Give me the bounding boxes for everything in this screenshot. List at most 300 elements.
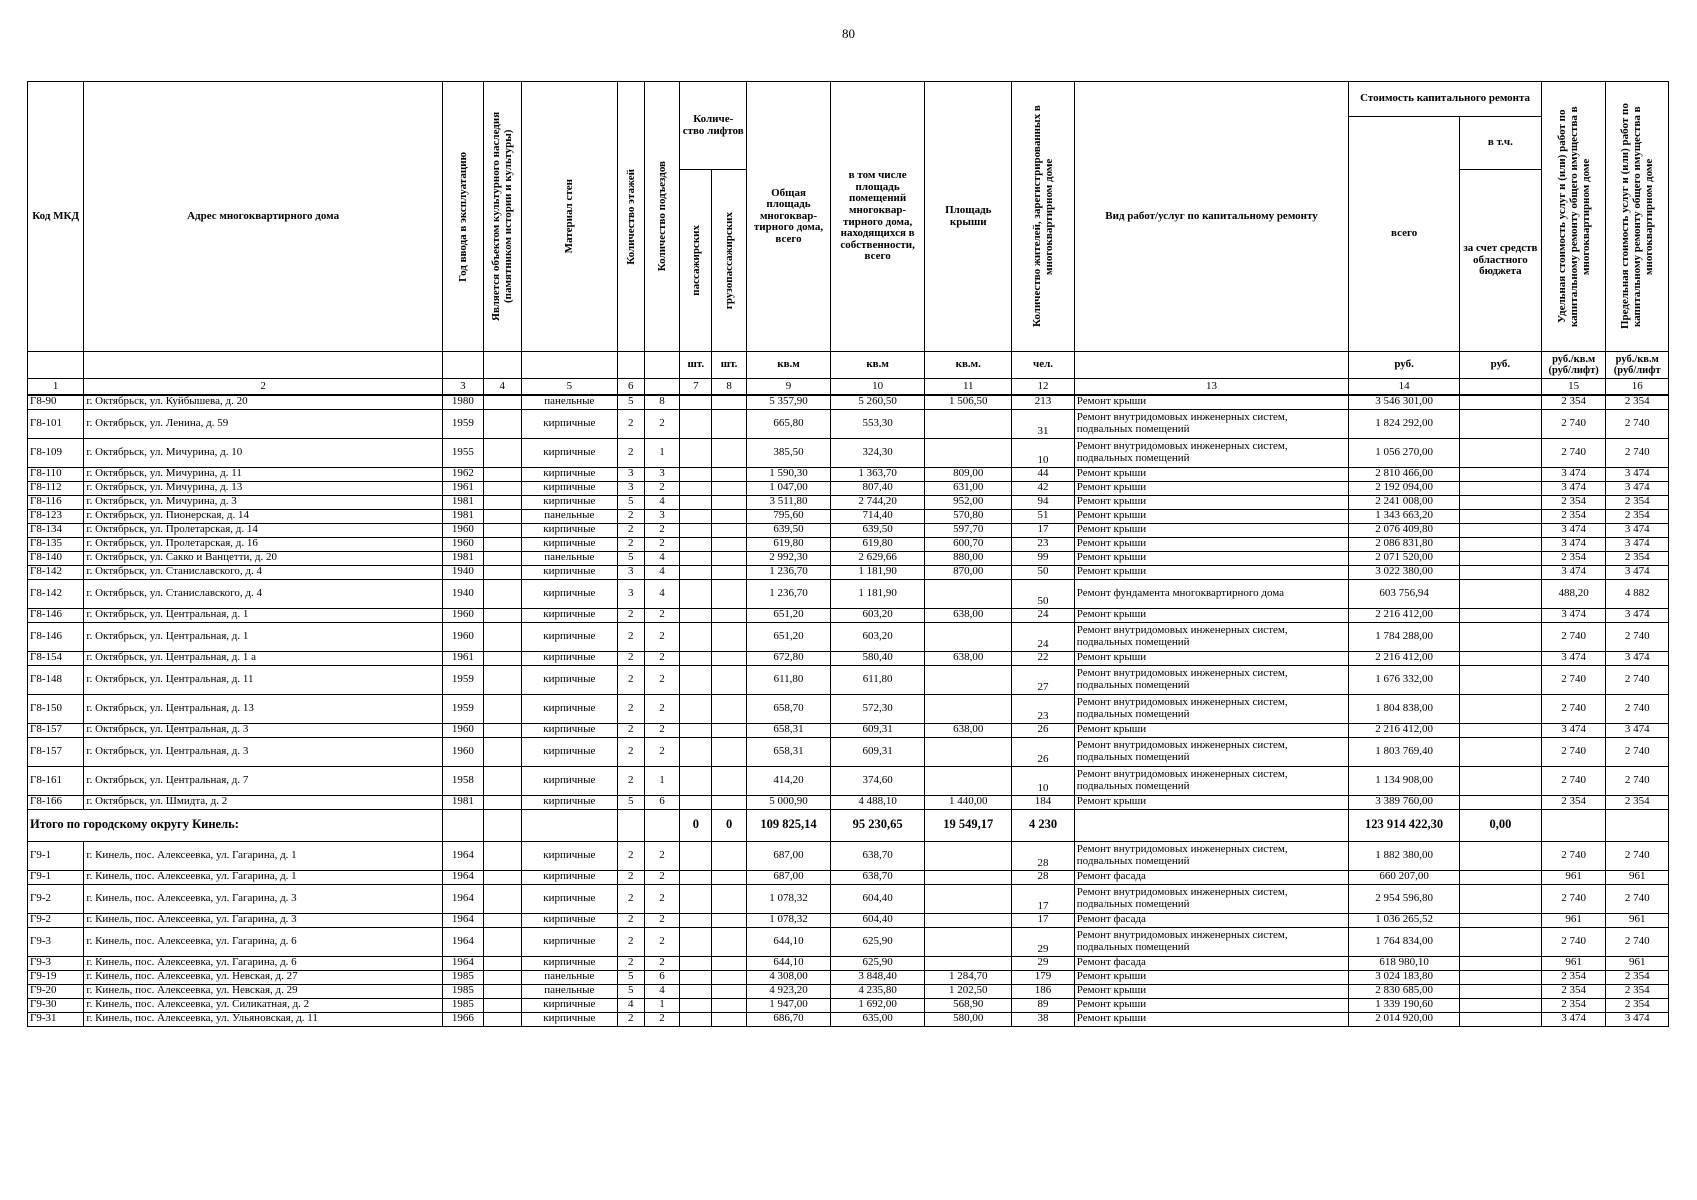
- row-year: 1966: [442, 1012, 483, 1026]
- row-limit-cost: 2 740: [1606, 665, 1669, 694]
- row-code: Г8-148: [28, 665, 84, 694]
- row-lifts-cargo: [712, 579, 747, 608]
- row-owned-area: 572,30: [831, 694, 925, 723]
- page-number: 80: [842, 26, 855, 41]
- row-address: г. Октябрьск, ул. Куйбышева, д. 20: [84, 395, 443, 409]
- row-roof-area: 568,90: [925, 998, 1012, 1012]
- row-work: Ремонт внутридомовых инженерных систем, подвальных помещений: [1074, 737, 1349, 766]
- table-row: [28, 438, 1669, 467]
- row-material: кирпичные: [521, 913, 617, 927]
- row-total-area: 5 000,90: [747, 795, 831, 809]
- table-row: [28, 665, 1669, 694]
- row-unit-cost: 3 474: [1541, 523, 1606, 537]
- row-unit-cost: 2 740: [1541, 409, 1606, 438]
- row-lifts-cargo: [712, 970, 747, 984]
- row-address: г. Октябрьск, ул. Центральная, д. 1 а: [84, 651, 443, 665]
- row-year: 1980: [442, 395, 483, 409]
- row-total-area: 2 992,30: [747, 551, 831, 565]
- row-limit-cost: 2 740: [1606, 409, 1669, 438]
- row-unit-cost: 3 474: [1541, 537, 1606, 551]
- column-number: 3: [442, 379, 483, 396]
- row-work: Ремонт внутридомовых инженерных систем, подвальных помещений: [1074, 622, 1349, 651]
- row-address: г. Кинель, пос. Алексеевка, ул. Силикатная, д. 2: [84, 998, 443, 1012]
- row-material: кирпичные: [521, 766, 617, 795]
- row-work: Ремонт крыши: [1074, 651, 1349, 665]
- row-entrances: 2: [644, 537, 680, 551]
- row-lifts-cargo: [712, 495, 747, 509]
- row-residents: 44: [1012, 467, 1074, 481]
- table-row: [28, 622, 1669, 651]
- row-cost: 618 980,10: [1349, 956, 1460, 970]
- row-owned-area: 609,31: [831, 723, 925, 737]
- row-entrances: 8: [644, 395, 680, 409]
- row-work: Ремонт внутридомовых инженерных систем, подвальных помещений: [1074, 766, 1349, 795]
- row-cost: 2 954 596,80: [1349, 884, 1460, 913]
- row-unit-cost: 2 740: [1541, 622, 1606, 651]
- row-work: Ремонт крыши: [1074, 723, 1349, 737]
- row-roof-area: [925, 579, 1012, 608]
- row-owned-area: 604,40: [831, 913, 925, 927]
- row-lifts-cargo: [712, 622, 747, 651]
- row-floors: 5: [617, 551, 644, 565]
- row-entrances: 3: [644, 509, 680, 523]
- total-cost: 123 914 422,30: [1349, 809, 1460, 841]
- row-code: Г8-134: [28, 523, 84, 537]
- row-roof-area: 638,00: [925, 608, 1012, 622]
- row-entrances: 1: [644, 998, 680, 1012]
- row-entrances: 1: [644, 438, 680, 467]
- row-code: Г8-142: [28, 565, 84, 579]
- row-residents: 17: [1012, 523, 1074, 537]
- row-limit-cost: 961: [1606, 870, 1669, 884]
- row-roof-area: [925, 438, 1012, 467]
- row-cost: 1 784 288,00: [1349, 622, 1460, 651]
- row-cost: 660 207,00: [1349, 870, 1460, 884]
- row-total-area: 5 357,90: [747, 395, 831, 409]
- row-code: Г8-101: [28, 409, 84, 438]
- row-code: Г9-2: [28, 884, 84, 913]
- column-number: 9: [747, 379, 831, 396]
- row-limit-cost: 4 882: [1606, 579, 1669, 608]
- row-lifts-passenger: [680, 651, 712, 665]
- header-address: Адрес многоквартирного дома: [84, 82, 443, 352]
- row-work: Ремонт внутридомовых инженерных систем, подвальных помещений: [1074, 665, 1349, 694]
- row-year: 1964: [442, 913, 483, 927]
- row-owned-area: 635,00: [831, 1012, 925, 1026]
- row-address: г. Октябрьск, ул. Центральная, д. 1: [84, 608, 443, 622]
- row-residents: 10: [1012, 438, 1074, 467]
- row-address: г. Октябрьск, ул. Центральная, д. 7: [84, 766, 443, 795]
- table-row: [28, 970, 1669, 984]
- row-regional: [1459, 409, 1541, 438]
- row-year: 1964: [442, 927, 483, 956]
- table-row: [28, 795, 1669, 809]
- row-roof-area: [925, 694, 1012, 723]
- header-roof-area: Площадь крыши: [925, 82, 1012, 352]
- row-residents: 38: [1012, 1012, 1074, 1026]
- row-owned-area: 2 629,66: [831, 551, 925, 565]
- header-material: Материал стен: [521, 82, 617, 352]
- header-lifts: Количе-ство лифтов: [680, 82, 747, 170]
- row-material: кирпичные: [521, 495, 617, 509]
- header-lifts-cargo: грузопассажирских: [712, 170, 747, 352]
- row-regional: [1459, 467, 1541, 481]
- row-material: кирпичные: [521, 1012, 617, 1026]
- row-total-area: 1 047,00: [747, 481, 831, 495]
- row-year: 1961: [442, 651, 483, 665]
- row-year: 1959: [442, 409, 483, 438]
- row-work: Ремонт крыши: [1074, 395, 1349, 409]
- row-year: 1964: [442, 841, 483, 870]
- row-material: кирпичные: [521, 608, 617, 622]
- row-work: Ремонт крыши: [1074, 467, 1349, 481]
- column-number: 15: [1541, 379, 1606, 396]
- row-year: 1985: [442, 998, 483, 1012]
- row-lifts-passenger: [680, 795, 712, 809]
- row-limit-cost: 3 474: [1606, 565, 1669, 579]
- row-residents: 29: [1012, 927, 1074, 956]
- column-number: [1459, 379, 1541, 396]
- row-entrances: 3: [644, 467, 680, 481]
- row-roof-area: 580,00: [925, 1012, 1012, 1026]
- row-cost: 1 764 834,00: [1349, 927, 1460, 956]
- row-total-area: 619,80: [747, 537, 831, 551]
- row-roof-area: 809,00: [925, 467, 1012, 481]
- row-code: Г9-20: [28, 984, 84, 998]
- row-lifts-cargo: [712, 913, 747, 927]
- table-row: [28, 737, 1669, 766]
- row-material: кирпичные: [521, 622, 617, 651]
- table-row: [28, 409, 1669, 438]
- row-work: Ремонт крыши: [1074, 998, 1349, 1012]
- column-number: 4: [483, 379, 521, 396]
- row-unit-cost: 488,20: [1541, 579, 1606, 608]
- row-roof-area: [925, 622, 1012, 651]
- row-lifts-passenger: [680, 395, 712, 409]
- row-lifts-passenger: [680, 608, 712, 622]
- table-row: [28, 956, 1669, 970]
- row-entrances: 4: [644, 565, 680, 579]
- row-lifts-cargo: [712, 795, 747, 809]
- row-heritage: [483, 608, 521, 622]
- row-work: Ремонт крыши: [1074, 984, 1349, 998]
- row-lifts-passenger: [680, 694, 712, 723]
- row-residents: 23: [1012, 694, 1074, 723]
- row-residents: 184: [1012, 795, 1074, 809]
- row-floors: 2: [617, 723, 644, 737]
- row-address: г. Октябрьск, ул. Шмидта, д. 2: [84, 795, 443, 809]
- row-year: 1960: [442, 537, 483, 551]
- column-number: 8: [712, 379, 747, 396]
- row-cost: 1 343 663,20: [1349, 509, 1460, 523]
- table-row: [28, 509, 1669, 523]
- row-lifts-cargo: [712, 651, 747, 665]
- row-regional: [1459, 495, 1541, 509]
- row-regional: [1459, 565, 1541, 579]
- row-unit-cost: 3 474: [1541, 467, 1606, 481]
- row-unit-cost: 3 474: [1541, 481, 1606, 495]
- row-address: г. Кинель, пос. Алексеевка, ул. Невская, д. 29: [84, 984, 443, 998]
- row-owned-area: 5 260,50: [831, 395, 925, 409]
- row-cost: 2 076 409,80: [1349, 523, 1460, 537]
- row-unit-cost: 2 740: [1541, 766, 1606, 795]
- row-cost: 1 339 190,60: [1349, 998, 1460, 1012]
- row-lifts-cargo: [712, 841, 747, 870]
- row-floors: 2: [617, 509, 644, 523]
- row-code: Г8-135: [28, 537, 84, 551]
- row-address: г. Кинель, пос. Алексеевка, ул. Невская, д. 27: [84, 970, 443, 984]
- row-heritage: [483, 438, 521, 467]
- row-heritage: [483, 795, 521, 809]
- row-unit-cost: 2 354: [1541, 970, 1606, 984]
- total-label: Итого по городскому округу Кинель:: [28, 809, 443, 841]
- row-work: Ремонт крыши: [1074, 970, 1349, 984]
- row-limit-cost: 2 354: [1606, 509, 1669, 523]
- unit-people: чел.: [1012, 352, 1074, 379]
- unit-per-sqm: руб./кв.м (руб/лифт): [1541, 352, 1606, 379]
- row-cost: 1 056 270,00: [1349, 438, 1460, 467]
- row-residents: 50: [1012, 579, 1074, 608]
- row-cost: 2 810 466,00: [1349, 467, 1460, 481]
- row-code: Г9-2: [28, 913, 84, 927]
- row-residents: 17: [1012, 884, 1074, 913]
- row-address: г. Октябрьск, ул. Пионерская, д. 14: [84, 509, 443, 523]
- row-unit-cost: 2 740: [1541, 694, 1606, 723]
- row-total-area: 1 236,70: [747, 565, 831, 579]
- row-floors: 2: [617, 622, 644, 651]
- row-lifts-cargo: [712, 1012, 747, 1026]
- row-limit-cost: 2 354: [1606, 395, 1669, 409]
- row-cost: 2 216 412,00: [1349, 723, 1460, 737]
- row-material: кирпичные: [521, 998, 617, 1012]
- row-heritage: [483, 984, 521, 998]
- row-address: г. Кинель, пос. Алексеевка, ул. Гагарина, д. 1: [84, 841, 443, 870]
- table-row: [28, 984, 1669, 998]
- row-regional: [1459, 970, 1541, 984]
- row-roof-area: 1 506,50: [925, 395, 1012, 409]
- row-unit-cost: 2 354: [1541, 395, 1606, 409]
- row-code: Г8-140: [28, 551, 84, 565]
- row-heritage: [483, 841, 521, 870]
- row-work: Ремонт крыши: [1074, 551, 1349, 565]
- row-work: Ремонт внутридомовых инженерных систем, подвальных помещений: [1074, 841, 1349, 870]
- row-roof-area: 880,00: [925, 551, 1012, 565]
- row-work: Ремонт крыши: [1074, 1012, 1349, 1026]
- row-lifts-cargo: [712, 766, 747, 795]
- row-address: г. Кинель, пос. Алексеевка, ул. Гагарина, д. 6: [84, 956, 443, 970]
- row-owned-area: 3 848,40: [831, 970, 925, 984]
- row-material: кирпичные: [521, 841, 617, 870]
- row-heritage: [483, 537, 521, 551]
- row-heritage: [483, 409, 521, 438]
- row-lifts-passenger: [680, 481, 712, 495]
- row-lifts-cargo: [712, 723, 747, 737]
- row-limit-cost: 3 474: [1606, 723, 1669, 737]
- row-year: 1985: [442, 970, 483, 984]
- row-unit-cost: 2 740: [1541, 884, 1606, 913]
- row-lifts-passenger: [680, 551, 712, 565]
- row-code: Г9-31: [28, 1012, 84, 1026]
- row-work: Ремонт крыши: [1074, 509, 1349, 523]
- row-material: кирпичные: [521, 870, 617, 884]
- row-cost: 3 022 380,00: [1349, 565, 1460, 579]
- row-address: г. Октябрьск, ул. Станиславского, д. 4: [84, 579, 443, 608]
- header-floors: Количество этажей: [617, 82, 644, 352]
- row-total-area: 687,00: [747, 870, 831, 884]
- row-code: Г9-3: [28, 927, 84, 956]
- row-entrances: 2: [644, 870, 680, 884]
- row-unit-cost: 3 474: [1541, 1012, 1606, 1026]
- unit-per-sqm: руб./кв.м (руб/лифт: [1606, 352, 1669, 379]
- row-heritage: [483, 956, 521, 970]
- row-total-area: 4 308,00: [747, 970, 831, 984]
- header-entrances: Количество подъездов: [644, 82, 680, 352]
- row-cost: 1 803 769,40: [1349, 737, 1460, 766]
- row-residents: 29: [1012, 956, 1074, 970]
- row-year: 1960: [442, 622, 483, 651]
- row-year: 1940: [442, 579, 483, 608]
- row-floors: 5: [617, 970, 644, 984]
- row-unit-cost: 2 740: [1541, 841, 1606, 870]
- row-code: Г9-30: [28, 998, 84, 1012]
- row-lifts-cargo: [712, 438, 747, 467]
- row-floors: 5: [617, 395, 644, 409]
- row-limit-cost: 2 354: [1606, 998, 1669, 1012]
- row-heritage: [483, 651, 521, 665]
- row-residents: 27: [1012, 665, 1074, 694]
- row-owned-area: 714,40: [831, 509, 925, 523]
- row-heritage: [483, 884, 521, 913]
- row-floors: 5: [617, 495, 644, 509]
- header-limit-cost: Предельная стоимость услуг и (или) работ по капитальному ремонту общего имущества в многоквартирном доме: [1606, 82, 1669, 352]
- row-total-area: 672,80: [747, 651, 831, 665]
- row-regional: [1459, 795, 1541, 809]
- row-code: Г8-123: [28, 509, 84, 523]
- row-lifts-cargo: [712, 956, 747, 970]
- row-floors: 5: [617, 795, 644, 809]
- row-work: Ремонт крыши: [1074, 523, 1349, 537]
- row-roof-area: [925, 870, 1012, 884]
- row-floors: 2: [617, 737, 644, 766]
- row-work: Ремонт внутридомовых инженерных систем, подвальных помещений: [1074, 884, 1349, 913]
- row-heritage: [483, 622, 521, 651]
- column-number: 14: [1349, 379, 1460, 396]
- row-floors: 3: [617, 579, 644, 608]
- row-cost: 2 830 685,00: [1349, 984, 1460, 998]
- row-material: панельные: [521, 984, 617, 998]
- row-code: Г8-110: [28, 467, 84, 481]
- row-cost: 1 824 292,00: [1349, 409, 1460, 438]
- row-work: Ремонт фасада: [1074, 913, 1349, 927]
- row-lifts-passenger: [680, 523, 712, 537]
- row-heritage: [483, 523, 521, 537]
- header-year: Год ввода в эксплуатацию: [442, 82, 483, 352]
- row-residents: 179: [1012, 970, 1074, 984]
- row-lifts-cargo: [712, 395, 747, 409]
- row-floors: 2: [617, 913, 644, 927]
- row-regional: [1459, 998, 1541, 1012]
- total-lifts-passenger: 0: [680, 809, 712, 841]
- table-row: [28, 537, 1669, 551]
- row-material: кирпичные: [521, 523, 617, 537]
- row-total-area: 385,50: [747, 438, 831, 467]
- row-limit-cost: 2 354: [1606, 795, 1669, 809]
- row-limit-cost: 961: [1606, 913, 1669, 927]
- column-number: 10: [831, 379, 925, 396]
- row-lifts-passenger: [680, 723, 712, 737]
- row-owned-area: 619,80: [831, 537, 925, 551]
- total-owned-area: 95 230,65: [831, 809, 925, 841]
- row-code: Г8-142: [28, 579, 84, 608]
- row-total-area: 1 078,32: [747, 884, 831, 913]
- table-row: [28, 551, 1669, 565]
- row-work: Ремонт фундамента многоквартирного дома: [1074, 579, 1349, 608]
- column-number: 12: [1012, 379, 1074, 396]
- row-lifts-passenger: [680, 913, 712, 927]
- row-total-area: 3 511,80: [747, 495, 831, 509]
- row-limit-cost: 2 354: [1606, 984, 1669, 998]
- row-limit-cost: 2 740: [1606, 694, 1669, 723]
- row-regional: [1459, 723, 1541, 737]
- row-work: Ремонт крыши: [1074, 481, 1349, 495]
- row-entrances: 2: [644, 694, 680, 723]
- row-roof-area: [925, 737, 1012, 766]
- column-number: 13: [1074, 379, 1349, 396]
- row-lifts-cargo: [712, 551, 747, 565]
- row-heritage: [483, 551, 521, 565]
- row-total-area: 639,50: [747, 523, 831, 537]
- row-year: 1960: [442, 523, 483, 537]
- row-work: Ремонт внутридомовых инженерных систем, подвальных помещений: [1074, 694, 1349, 723]
- row-unit-cost: 2 740: [1541, 665, 1606, 694]
- row-entrances: 2: [644, 737, 680, 766]
- row-lifts-passenger: [680, 509, 712, 523]
- row-lifts-cargo: [712, 884, 747, 913]
- row-owned-area: 553,30: [831, 409, 925, 438]
- row-residents: 24: [1012, 622, 1074, 651]
- total-roof-area: 19 549,17: [925, 809, 1012, 841]
- row-unit-cost: 3 474: [1541, 608, 1606, 622]
- row-code: Г8-116: [28, 495, 84, 509]
- row-address: г. Октябрьск, ул. Центральная, д. 13: [84, 694, 443, 723]
- row-total-area: 686,70: [747, 1012, 831, 1026]
- row-cost: 603 756,94: [1349, 579, 1460, 608]
- row-regional: [1459, 927, 1541, 956]
- row-lifts-cargo: [712, 665, 747, 694]
- row-address: г. Октябрьск, ул. Центральная, д. 3: [84, 723, 443, 737]
- row-lifts-cargo: [712, 870, 747, 884]
- capital-repair-table: [27, 81, 1669, 1027]
- table-row: [28, 579, 1669, 608]
- row-lifts-passenger: [680, 841, 712, 870]
- row-cost: 1 676 332,00: [1349, 665, 1460, 694]
- row-cost: 3 024 183,80: [1349, 970, 1460, 984]
- row-heritage: [483, 766, 521, 795]
- column-number: 16: [1606, 379, 1669, 396]
- row-limit-cost: 2 740: [1606, 927, 1669, 956]
- table-row: [28, 651, 1669, 665]
- row-address: г. Кинель, пос. Алексеевка, ул. Ульяновская, д. 11: [84, 1012, 443, 1026]
- row-owned-area: 4 488,10: [831, 795, 925, 809]
- row-residents: 26: [1012, 723, 1074, 737]
- row-total-area: 658,31: [747, 737, 831, 766]
- row-heritage: [483, 1012, 521, 1026]
- row-unit-cost: 2 354: [1541, 551, 1606, 565]
- row-address: г. Октябрьск, ул. Ленина, д. 59: [84, 409, 443, 438]
- header-total-area: Общая площадь многоквар-тирного дома, всего: [747, 82, 831, 352]
- row-unit-cost: 2 354: [1541, 998, 1606, 1012]
- row-limit-cost: 3 474: [1606, 481, 1669, 495]
